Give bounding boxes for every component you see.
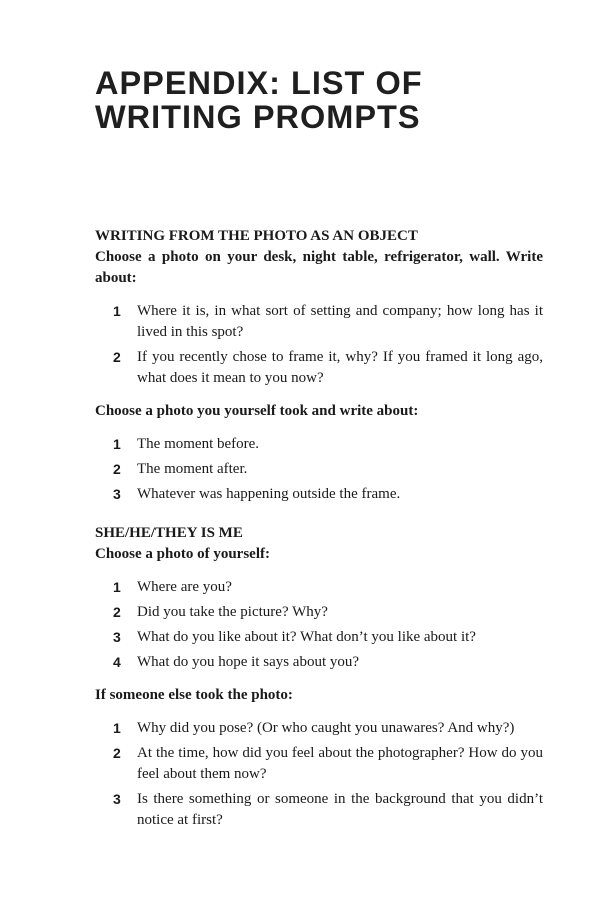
list-item: [95, 301, 543, 343]
list-item: [95, 347, 543, 389]
list-item-number: 1: [113, 579, 121, 595]
list-item: [95, 577, 543, 598]
page-title-line-1: APPENDIX: LIST OF: [95, 65, 423, 101]
list-item: [95, 602, 543, 623]
list-item-number: 3: [113, 629, 121, 645]
list-item-number: 2: [113, 604, 121, 620]
list-item-number: 2: [113, 461, 121, 477]
list-item-number: 3: [113, 486, 121, 502]
list-item: [95, 789, 543, 831]
list-item-text: Is there something or someone in the background that you didn’t notice at first?: [137, 791, 543, 828]
list-item-text: The moment before.: [137, 436, 260, 452]
section-lead: Choose a photo you yourself took and write about:: [95, 403, 419, 419]
section-heading: WRITING FROM THE PHOTO AS AN OBJECT: [95, 228, 418, 244]
list-item-text: What do you like about it? What don’t you like about it?: [137, 629, 476, 645]
list-item-text: At the time, how did you feel about the photographer? How do you feel about them now?: [137, 745, 543, 782]
list-item-number: 2: [113, 745, 121, 761]
section-lead: Choose a photo of yourself:: [95, 546, 270, 562]
prompt-list: [95, 577, 543, 673]
list-item-text: Where it is, in what sort of setting and company; how long has it lived in this spot?: [137, 303, 543, 340]
list-item: [95, 743, 543, 785]
list-item-number: 3: [113, 791, 121, 807]
list-item: [95, 484, 543, 505]
list-item-number: 4: [113, 654, 121, 670]
page-title: [95, 66, 555, 134]
section-she-he-they-is-me: [95, 523, 543, 831]
list-item-text: Why did you pose? (Or who caught you unawares? And why?): [137, 720, 515, 736]
section-heading: SHE/HE/THEY IS ME: [95, 525, 243, 541]
list-item: [95, 652, 543, 673]
list-item-text: The moment after.: [137, 461, 248, 477]
list-item-text: If you recently chose to frame it, why? If you framed it long ago, what does it mean to you now?: [137, 349, 543, 386]
prompt-list: [95, 301, 543, 389]
list-item-text: Whatever was happening outside the frame.: [137, 486, 401, 502]
section-photo-as-object: [95, 226, 543, 505]
list-item: [95, 627, 543, 648]
prompt-list: [95, 434, 543, 505]
page-content: [95, 226, 543, 835]
list-item: [95, 459, 543, 480]
list-item: [95, 718, 543, 739]
list-item-number: 2: [113, 349, 121, 365]
page-title-line-2: WRITING PROMPTS: [95, 99, 421, 135]
list-item-number: 1: [113, 720, 121, 736]
prompt-list: [95, 718, 543, 831]
list-item-text: What do you hope it says about you?: [137, 654, 360, 670]
list-item-text: Did you take the picture? Why?: [137, 604, 328, 620]
list-item-number: 1: [113, 303, 121, 319]
section-lead: Choose a photo on your desk, night table, refrigerator, wall. Write about:: [95, 249, 543, 286]
list-item-text: Where are you?: [137, 579, 232, 595]
section-lead: If someone else took the photo:: [95, 687, 293, 703]
list-item: [95, 434, 543, 455]
list-item-number: 1: [113, 436, 121, 452]
